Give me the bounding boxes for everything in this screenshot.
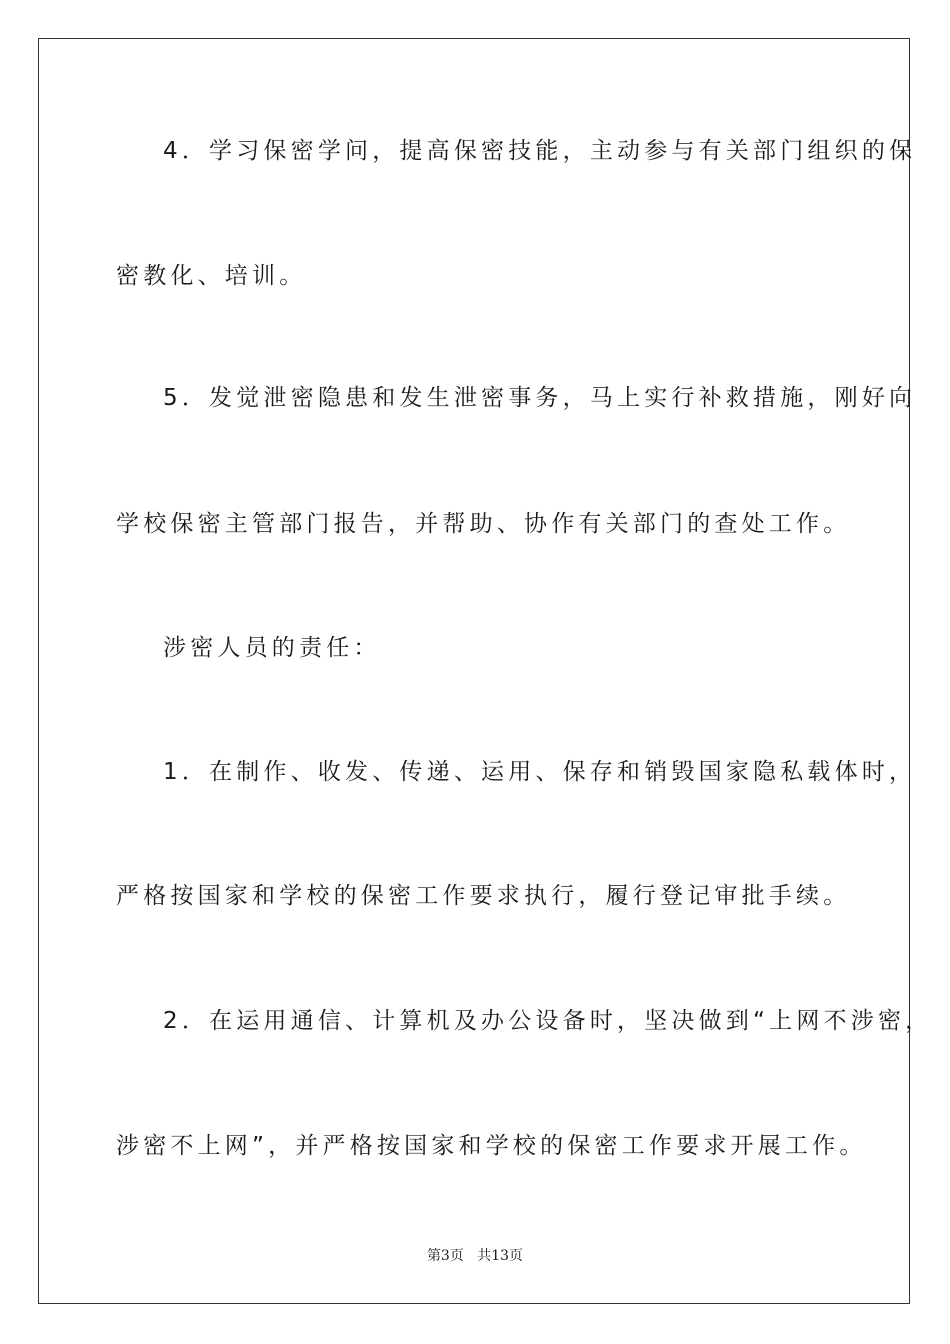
- paragraph-4-line-1: 4．学习保密学问，提高保密技能，主动参与有关部门组织的保: [163, 138, 917, 164]
- paragraph-5-line-1: 5．发觉泄密隐患和发生泄密事务，马上实行补救措施，刚好向: [163, 385, 917, 411]
- page-footer: [0, 1247, 950, 1265]
- page-frame: [38, 38, 933, 1304]
- paragraph-5-line-2: 学校保密主管部门报告，并帮助、协作有关部门的查处工作。: [116, 511, 851, 537]
- paragraph-2-line-2: 涉密不上网”，并严格按国家和学校的保密工作要求开展工作。: [116, 1133, 867, 1159]
- paragraph-4-line-2: 密教化、培训。: [116, 263, 307, 289]
- paragraph-1-line-2: 严格按国家和学校的保密工作要求执行，履行登记审批手续。: [116, 883, 851, 909]
- section-heading: 涉密人员的责任：: [163, 635, 381, 661]
- paragraph-1-line-1: 1．在制作、收发、传递、运用、保存和销毁国家隐私载体时，: [163, 759, 917, 785]
- paragraph-2-line-1: 2．在运用通信、计算机及办公设备时，坚决做到“上网不涉密，: [163, 1008, 933, 1034]
- page-number: 第3页: [426, 1248, 464, 1264]
- total-pages: 共13页: [477, 1248, 524, 1264]
